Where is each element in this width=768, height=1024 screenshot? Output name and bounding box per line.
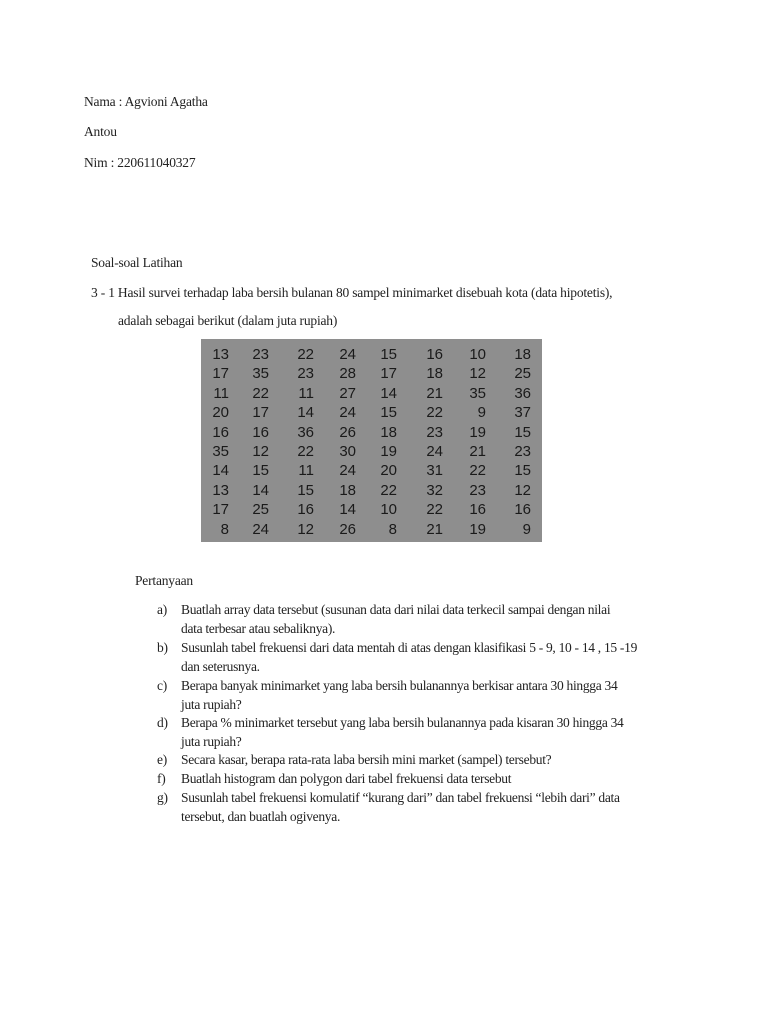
table-cell: 12	[514, 481, 531, 499]
table-cell: 31	[426, 462, 443, 480]
question-text-line: Susunlah tabel frekuensi komulatif “kurang dari” dan tabel frekuensi “lebih dari” data	[181, 790, 620, 805]
table-cell: 16	[426, 346, 443, 363]
table-cell: 25	[252, 501, 269, 519]
question-letter: e)	[157, 752, 167, 767]
table-cell: 10	[380, 501, 397, 519]
table-cell: 36	[514, 384, 531, 402]
student-name: Nama : Agvioni Agatha	[84, 94, 208, 109]
table-cell: 20	[212, 404, 229, 422]
table-cell: 21	[426, 384, 443, 402]
question-letter: d)	[157, 715, 168, 730]
table-cell: 37	[514, 404, 531, 422]
table-cell: 14	[252, 481, 269, 499]
table-cell: 22	[297, 346, 314, 363]
table-cell: 24	[426, 443, 443, 460]
table-cell: 30	[339, 443, 356, 460]
table-cell: 14	[339, 501, 356, 519]
table-cell: 35	[469, 384, 486, 402]
table-cell: 18	[514, 346, 531, 363]
question-text	[181, 789, 667, 826]
table-cell: 16	[514, 501, 531, 519]
table-cell: 11	[298, 384, 314, 402]
table-cell: 19	[469, 520, 486, 538]
table-cell: 18	[380, 423, 397, 441]
table-cell: 16	[297, 501, 314, 519]
table-cell: 16	[212, 423, 229, 441]
table-cell: 25	[514, 365, 531, 383]
table-cell: 19	[469, 423, 486, 441]
question-letter: g)	[157, 790, 168, 805]
table-cell: 22	[252, 384, 269, 402]
question-text-line: Berapa % minimarket tersebut yang laba bersih bulanannya pada kisaran 30 hingga 34	[181, 715, 624, 730]
table-cell: 14	[212, 462, 229, 480]
table-cell: 24	[339, 462, 356, 480]
table-cell: 9	[522, 520, 531, 538]
table-cell: 24	[339, 404, 356, 422]
table-cell: 35	[212, 443, 229, 460]
table-cell: 15	[380, 404, 397, 422]
table-cell: 8	[388, 520, 397, 538]
questions-title: Pertanyaan	[135, 573, 193, 588]
table-cell: 19	[380, 443, 397, 460]
question-text-line: Berapa banyak minimarket yang laba bersih bulanannya berkisar antara 30 hingga 34	[181, 678, 618, 693]
table-cell: 22	[426, 404, 443, 422]
question-letter: c)	[157, 678, 167, 693]
table-cell: 23	[252, 346, 269, 363]
table-cell: 18	[426, 365, 443, 383]
question-text-line: Susunlah tabel frekuensi dari data mentah di atas dengan klasifikasi 5 - 9, 10 - 14 , 15 -19	[181, 640, 638, 655]
table-cell: 24	[339, 346, 356, 363]
table-cell: 23	[469, 481, 486, 499]
table-cell: 8	[220, 520, 229, 538]
table-cell: 15	[514, 423, 531, 441]
table-cell: 15	[297, 481, 314, 499]
table-cell: 11	[213, 384, 229, 402]
question-text	[181, 601, 667, 638]
student-nim: Nim : 220611040327	[84, 155, 196, 170]
question-text	[181, 714, 667, 751]
table-cell: 24	[252, 520, 269, 538]
question-text-line: juta rupiah?	[181, 696, 242, 712]
table-cell: 9	[477, 404, 486, 422]
question-letter: f)	[157, 771, 166, 786]
question-letter: b)	[157, 640, 168, 655]
table-cell: 10	[469, 346, 486, 363]
table-cell: 20	[380, 462, 397, 480]
table-cell: 26	[339, 520, 356, 538]
data-table	[201, 339, 542, 542]
problem-statement-line-2: adalah sebagai berikut (dalam juta rupiah)	[118, 313, 338, 328]
table-cell: 16	[252, 423, 269, 441]
table-cell: 22	[297, 443, 314, 460]
table-cell: 22	[380, 481, 397, 499]
table-cell: 32	[426, 481, 443, 499]
table-cell: 26	[339, 423, 356, 441]
table-cell: 17	[212, 365, 229, 383]
table-cell: 16	[469, 501, 486, 519]
table-cell: 12	[252, 443, 269, 460]
table-cell: 21	[469, 443, 486, 460]
table-cell: 17	[212, 501, 229, 519]
question-text	[181, 639, 667, 676]
question-text-line: Buatlah array data tersebut (susunan data dari nilai data terkecil sampai dengan nilai	[181, 602, 611, 617]
question-text-line: tersebut, dan buatlah ogivenya.	[181, 808, 341, 824]
table-cell: 23	[514, 443, 531, 460]
problem-statement-line-1: 3 - 1 Hasil survei terhadap laba bersih bulanan 80 sampel minimarket disebuah kota (data hipotetis),	[91, 285, 613, 300]
question-text	[181, 770, 667, 789]
section-title: Soal-soal Latihan	[91, 255, 183, 270]
table-cell: 14	[380, 384, 397, 402]
question-text	[181, 751, 667, 770]
table-cell: 15	[252, 462, 269, 480]
question-text-line: dan seterusnya.	[181, 658, 260, 674]
question-text-line: Buatlah histogram dan polygon dari tabel frekuensi data tersebut	[181, 771, 512, 786]
table-cell: 22	[469, 462, 486, 480]
table-cell: 14	[297, 404, 314, 422]
table-cell: 28	[339, 365, 356, 383]
table-cell: 35	[252, 365, 269, 383]
table-cell: 22	[426, 501, 443, 519]
table-cell: 36	[297, 423, 314, 441]
question-text-line: Secara kasar, berapa rata-rata laba bersih mini market (sampel) tersebut?	[181, 752, 552, 767]
table-cell: 17	[380, 365, 397, 383]
table-cell: 27	[339, 384, 356, 402]
question-text-line: juta rupiah?	[181, 733, 242, 749]
table-cell: 13	[212, 481, 229, 499]
table-cell: 12	[469, 365, 486, 383]
question-letter: a)	[157, 602, 167, 617]
student-surname: Antou	[84, 124, 117, 139]
table-cell: 18	[339, 481, 356, 499]
table-cell: 15	[514, 462, 531, 480]
table-cell: 13	[212, 346, 229, 363]
question-text	[181, 677, 667, 714]
question-text-line: data terbesar atau sebaliknya).	[181, 620, 336, 636]
table-cell: 11	[298, 462, 314, 480]
table-cell: 17	[252, 404, 269, 422]
table-cell: 23	[297, 365, 314, 383]
table-cell: 15	[380, 346, 397, 363]
table-cell: 12	[297, 520, 314, 538]
table-cell: 23	[426, 423, 443, 441]
table-cell: 21	[426, 520, 443, 538]
